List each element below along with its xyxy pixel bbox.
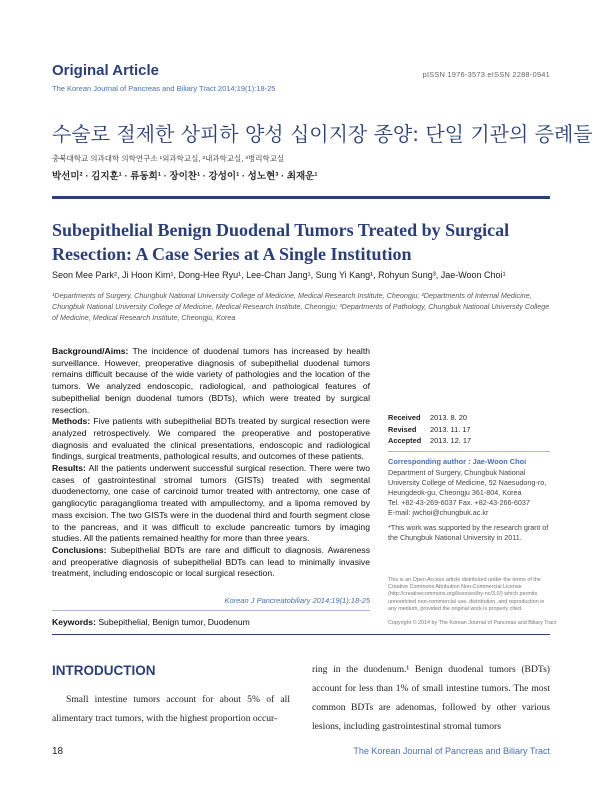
citation: Korean J Pancreatobiliary 2014;19(1):18-25	[224, 596, 370, 605]
results-label: Results:	[52, 463, 86, 474]
sidebar-divider	[388, 451, 550, 452]
section-divider	[52, 634, 550, 635]
keywords-label: Keywords:	[52, 617, 96, 627]
background-label: Background/Aims:	[52, 346, 129, 356]
corr-address-3: Heungdeok-gu, Cheongju 361-804, Korea	[388, 487, 522, 497]
corr-email[interactable]: E-mail: jwchoi@chungbuk.ac.kr	[388, 507, 489, 517]
revised-row	[388, 424, 550, 436]
corresponding-author: Corresponding author : Jae-Woon Choi	[388, 456, 527, 466]
revised-date: 2013. 11. 17	[430, 424, 471, 434]
methods-label: Methods:	[52, 416, 91, 427]
korean-title: 수술로 절제한 상피하 양성 십이지장 종양: 단일 기관의 증례들	[52, 122, 593, 146]
background-text: The incidence of duodenal tumors has increased by health surveillance. However, preoperative diagnosis of subepithelial duodenal tumors remains difficult because of the wide variety of pathologies and the location of the tumors. We analyzed endoscopic, radiological, and pathological features of subepithelial benign duodenal tumors (BDTs), which were treated by surgical resection.	[52, 346, 370, 415]
keywords-divider	[52, 610, 370, 611]
license-note: This is an Open Access article distributed under the terms of the Creative Commons Attribution Non-Commercial License (http://creativecommons.org/licenses/by-nc/3.0/) which permits unrestricted non-commercial use, distribution, and reproduction in any medium, provided the original work is properly cited.	[388, 577, 545, 612]
grant-note: *This work was supported by the research grant of the Chungbuk National University in 2011.	[388, 522, 549, 542]
methods-text: Five patients with subepithelial BDTs treated by surgical resection were analyzed retrospectively. We compared the preoperative and postoperative diagnosis and evaluated the clinical presentations, endoscopic and radiological findings, surgical treatments, pathological results, and outcomes of these patients.	[52, 416, 370, 462]
korean-affiliation: 충북대학교 의과대학 의학연구소 ¹외과학교실, ²내과학교실, ³병리학교실	[52, 154, 285, 163]
accepted-date: 2013. 12. 17	[430, 436, 472, 445]
conclusions-label: Conclusions:	[52, 544, 107, 555]
results-text: All the patients underwent successful surgical resection. There were two cases of gastrointestinal stromal tumors (GISTs) treated with segmental duodenectomy, one case of carcinoid tumor treated with antrectomy, one case of gangliocytic paraganglioma treated with ampullectomy, and a lipoma removed by mass excision. The two GISTs were in the duodenal third and fourth segment close to the pancreas, and it was difficult to exclude pancreatic tumors by imaging studies. All the patients remained healthy for more than three years.	[52, 463, 370, 544]
abstract	[52, 346, 370, 580]
article-type: Original Article	[52, 62, 159, 79]
sidebar	[388, 412, 550, 543]
page-number: 18	[52, 746, 64, 757]
corr-address-2: University College of Medicine, 52 Naesudong-ro,	[388, 477, 547, 487]
keywords	[52, 617, 250, 627]
introduction-right-column: ring in the duodenum.¹ Benign duodenal tumors (BDTs) account for less than 1% of small intestine tumors. The most common BDTs are adenomas, followed by other various lesions, including gastrointestinal stromal tumors	[312, 664, 550, 732]
journal-reference: The Korean Journal of Pancreas and Biliary Tract 2014;19(1):18-25	[52, 84, 276, 93]
keywords-text: Subepithelial, Benign tumor, Duodenum	[98, 617, 250, 627]
abstract-conclusions	[52, 545, 370, 580]
issn: pISSN 1976-3573 eISSN 2288-0941	[422, 70, 550, 79]
corr-phone: Tel. +82-43-269-6037 Fax. +82-43-266-6037	[388, 497, 530, 507]
introduction-left-column: Small intestine tumors account for about 5% of all alimentary tract tumors, with the highest proportion occur-	[52, 694, 290, 724]
abstract-background	[52, 346, 370, 416]
copyright: Copyright © 2014 by The Korean Journal of Pancreas and Biliary Tract	[388, 620, 557, 626]
dates	[388, 412, 550, 447]
title-divider	[52, 196, 550, 199]
footer-journal: The Korean Journal of Pancreas and Biliary Tract	[353, 746, 550, 756]
korean-authors: 박선미² · 김지훈¹ · 류동희¹ · 장이찬¹ · 강성이¹ · 성노현³ · 최재운¹	[52, 171, 318, 182]
conclusions-text: Subepithelial BDTs are rare and difficult to diagnosis. Awareness and preoperative diagnosis of subepithelial BDTs can lead to minimally invasive treatment, including endoscopic or local surgical resection.	[52, 544, 370, 579]
corr-address-1: Department of Surgery, Chungbuk National	[388, 467, 526, 477]
introduction-heading: INTRODUCTION	[52, 663, 156, 678]
abstract-results	[52, 463, 370, 545]
english-affiliation: ¹Departments of Surgery, Chungbuk National University College of Medicine, Medical Research Institute, Cheongju; ²Departments of Internal Medicine, Chungbuk National University College of Medicine, Medical Research Institute, Cheongju; ³Departments of Pathology, Chungbuk National University College of Medicine, Medical Research Institute, Cheongju, Korea	[52, 291, 550, 322]
english-title: Subepithelial Benign Duodenal Tumors Treated by Surgical Resection: A Case Series at A Single Institution	[52, 220, 510, 264]
accepted-label: Accepted	[388, 436, 422, 445]
received-label: Received	[388, 413, 421, 422]
received-date: 2013. 8. 20	[430, 413, 467, 422]
abstract-methods	[52, 416, 370, 463]
revised-label: Revised	[388, 424, 417, 434]
received-row	[388, 412, 550, 424]
english-authors: Seon Mee Park², Ji Hoon Kim¹, Dong-Hee Ryu¹, Lee-Chan Jang¹, Sung Yi Kang¹, Rohyun Sung³, Jae-Woon Choi¹	[52, 270, 506, 280]
accepted-row	[388, 435, 550, 447]
